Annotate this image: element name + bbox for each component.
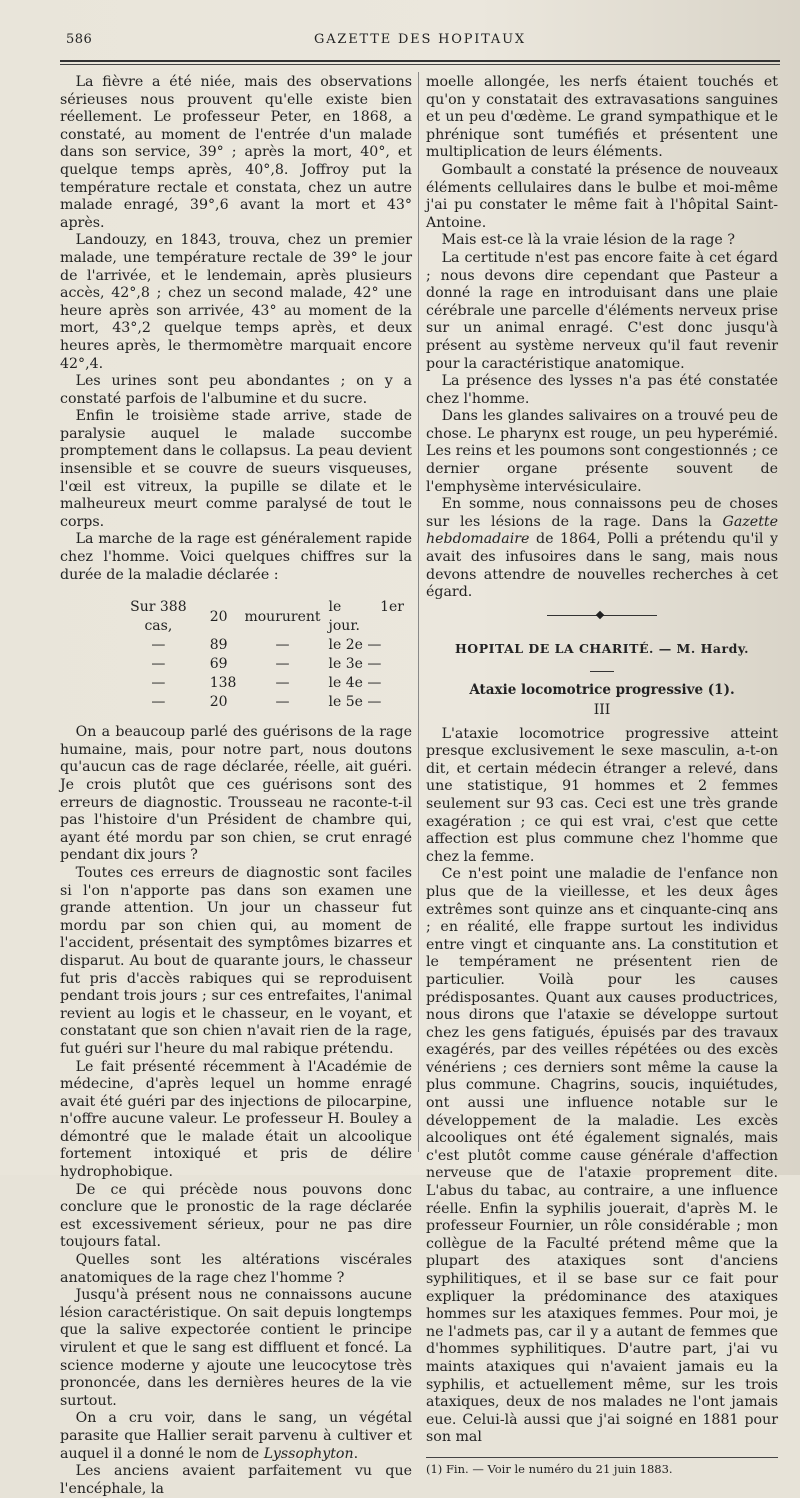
paragraph: Mais est-ce là la vraie lésion de la rage ?	[441, 232, 735, 249]
paragraph: Dans les glandes salivaires on a trouvé peu de chose. Le pharynx est rouge, un peu hyperémié. Les reins et les poumons sont congestionnés ; ce dernier organe présente souvent de l'emphysème intervésiculaire.	[426, 408, 778, 495]
paragraph: Toutes ces erreurs de diagnostic sont faciles si l'on n'apporte pas dans son examen une grande attention. Un jour un chasseur fut mordu par son chien qui, au moment de l'accident, présentait des symptômes bizarres et disparut. Au bout de quarante jours, le chasseur fut pris d'accès rabiques qui se reproduisent pendant trois jours ; sur ces entrefaites, l'animal revient au logis et le chasseur, en le voyant, et constatant que son chien n'avait rien de la rage, fut guéri sur l'heure du mal rabique prétendu.	[60, 864, 412, 1057]
paragraph: De ce qui précède nous pouvons donc conclure que le pronostic de la rage déclarée est excessivement sérieux, pour ne pas dire toujours fatal.	[60, 1181, 412, 1251]
right-column	[426, 74, 778, 1477]
table-cell: le 1er jour.	[328, 599, 404, 635]
header-rule-thin	[60, 64, 780, 65]
text-span: On a cru voir, dans le sang, un végétal parasite que Hallier serait parvenu à cultiver et auquel il a donné le nom de	[60, 1410, 412, 1462]
paragraph: La marche de la rage est généralement rapide chez l'homme. Voici quelques chiffres sur la durée de la maladie déclarée :	[60, 531, 412, 583]
footnote: (1) Fin. — Voir le numéro du 21 juin 1883.	[426, 1461, 673, 1476]
paragraph: L'ataxie locomotrice progressive atteint presque exclusivement le sexe masculin, a-t-on dit, et certain médecin étranger a relevé, dans une statistique, 91 hommes et 2 femmes seulement sur 93 cas. Ceci est une très grande exagération ; ce qui est vrai, c'est que cette affection est plus commune chez l'homme que chez la femme.	[426, 725, 778, 865]
table-cell: —	[275, 675, 290, 692]
table-cell: —	[151, 675, 166, 692]
paragraph	[60, 1410, 412, 1463]
table-cell: 138	[209, 675, 237, 692]
italic-term: Lyssophyton	[263, 1445, 354, 1462]
page-number: 586	[66, 32, 93, 47]
text-span: .	[353, 1445, 359, 1462]
column-divider	[418, 72, 419, 1152]
table-cell: 89	[209, 637, 228, 654]
table-cell: Sur 388 cas,	[130, 599, 187, 635]
page-header	[60, 30, 780, 56]
paragraph: On a beaucoup parlé des guérisons de la rage humaine, mais, pour notre part, nous doutons qu'aucun cas de rage déclarée, réelle, ait guéri. Je crois plutôt que ces guérisons sont des erreurs de diagnostic. Trousseau ne raconte-t-il pas l'histoire d'un Président de chambre qui, ayant été mordu par son chien, se crut enragé pendant dix jours ?	[60, 724, 412, 864]
table-row	[115, 655, 412, 674]
section-separator	[547, 612, 657, 618]
paragraph: moelle allongée, les nerfs étaient touchés et qu'on y constatait des extravasations sanguines et un peu d'œdème. Le grand sympathique et le phrénique sont tuméfiés et présentent une multiplication de leurs éléments.	[426, 74, 778, 161]
article-title: Ataxie locomotrice progressive (1).	[469, 682, 735, 699]
text-span: de 1864, Polli a prétendu qu'il y avait des infusoires dans le sang, mais nous devons attendre de nouvelles recherches à cet égard.	[426, 531, 778, 601]
table-cell: —	[151, 637, 166, 654]
table-cell: moururent	[244, 608, 321, 625]
table-row	[115, 674, 412, 693]
paragraph: Ce n'est point une maladie de l'enfance non plus que de la vieillesse, et les deux âges extrêmes sont quinze ans et cinquante-cinq ans ; en réalité, elle frappe surtout les individus entre vingt et cinquante ans. La constitution et le tempérament ne présentent rien de particulier. Voilà pour les causes prédisposantes. Quant aux causes productrices, nous dirons que l'ataxie se développe surtout chez les gens fatigués, épuisés par des travaux exagérés, par des veilles répétées ou des excès vénériens ; ces derniers sont même la cause la plus commune. Chagrins, soucis, inquiétudes, ont aussi une influence notable sur le développement de la maladie. Les excès alcooliques ont été également signalés, mais c'est plutôt comme cause générale d'affection nerveuse que de l'ataxie proprement dite. L'abus du tabac, au contraire, a une influence réelle. Enfin la syphilis jouerait, d'après M. le professeur Fournier, un rôle considérable ; mon collègue de la Faculté prétend même que la plupart des ataxiques sont d'anciens syphilitiques, et il se base sur ce fait pour expliquer la prédominance des ataxiques hommes sur les ataxiques femmes. Pour moi, je ne l'admets pas, car il y a autant de femmes que d'hommes syphilitiques. D'autre part, j'ai vu maints ataxiques qui n'avaient jamais eu la syphilis, et actuellement même, sur les trois ataxiques, deux de nos malades ne l'ont jamais eue. Celui-là aussi que j'ai soigné en 1881 pour son mal	[426, 866, 778, 1446]
table-cell: le 2e —	[328, 637, 382, 654]
journal-title: GAZETTE DES HOPITAUX	[314, 32, 526, 47]
table-cell: —	[275, 694, 290, 711]
table-row	[115, 598, 412, 636]
table-row	[115, 693, 412, 712]
footnote-rule	[426, 1457, 778, 1458]
paragraph	[426, 496, 778, 602]
paragraph: Quelles sont les altérations viscérales anatomiques de la rage chez l'homme ?	[60, 1252, 412, 1286]
table-cell: le 3e —	[328, 656, 382, 673]
short-rule	[590, 671, 614, 672]
table-cell: le 5e —	[328, 694, 382, 711]
table-cell: —	[151, 694, 166, 711]
paragraph: Le fait présenté récemment à l'Académie de médecine, d'après lequel un homme enragé avait été guéri par des injections de pilocarpine, n'offre aucune valeur. Le professeur H. Bouley a démontré que le malade était un alcoolique fortement intoxiqué et pris de délire hydrophobique.	[60, 1058, 412, 1181]
duration-table	[115, 598, 412, 712]
paragraph: Les anciens avaient parfaitement vu que l'encéphale, la	[60, 1463, 412, 1497]
header-rule	[60, 60, 780, 62]
left-column	[60, 74, 412, 1498]
paragraph: La présence des lysses n'a pas été constatée chez l'homme.	[426, 373, 778, 407]
table-cell: le 4e —	[328, 675, 382, 692]
hospital-heading: HOPITAL DE LA CHARITÉ. — M. Hardy.	[455, 640, 749, 656]
paragraph: Gombault a constaté la présence de nouveaux éléments cellulaires dans le bulbe et moi-même j'ai pu constater le même fait à l'hôpital Saint-Antoine.	[426, 161, 778, 231]
table-cell: —	[151, 656, 166, 673]
paragraph: La fièvre a été niée, mais des observations sérieuses nous prouvent qu'elle existe bien réellement. Le professeur Peter, en 1868, a constaté, au moment de l'entrée d'un malade dans son service, 39° ; après la mort, 40°, et quelque temps après, 40°,8. Joffroy put la température rectale et constata, chez un autre malade enragé, 39°,6 avant la mort et 43° après.	[60, 74, 412, 231]
italic-term: Gazette hebdomadaire	[426, 513, 778, 548]
separator-diamond-icon	[596, 611, 604, 619]
paragraph: Landouzy, en 1843, trouva, chez un premier malade, une température rectale de 39° le jour de l'arrivée, et le lendemain, après plusieurs accès, 42°,8 ; chez un second malade, 42° une heure après son arrivée, 43° au moment de la mort, 43°,2 quelque temps après, et deux heures après, le thermomètre marquait encore 42°,4.	[60, 232, 412, 372]
table-cell: 69	[209, 656, 228, 673]
table-cell: 20	[209, 608, 228, 625]
table-row	[115, 636, 412, 655]
part-number: III	[593, 702, 611, 718]
table-cell: —	[275, 656, 290, 673]
table-cell: 20	[209, 694, 228, 711]
paragraph: Jusqu'à présent nous ne connaissons aucune lésion caractéristique. On sait depuis longtemps que la salive expectorée contient le principe virulent et que le sang est diffluent et foncé. La science moderne y ajoute une leucocytose très prononcée, dans les dernières heures de la vie surtout.	[60, 1287, 412, 1409]
paragraph: La certitude n'est pas encore faite à cet égard ; nous devons dire cependant que Pasteur a donné la rage en introduisant dans une plaie cérébrale une parcelle d'éléments nerveux prise sur un animal enragé. C'est donc jusqu'à présent au système nerveux qu'il faut revenir pour la caractéristique anatomique.	[426, 249, 778, 372]
paragraph: Les urines sont peu abondantes ; on y a constaté parfois de l'albumine et du sucre.	[60, 373, 412, 407]
table-cell: —	[275, 637, 290, 654]
text-span: En somme, nous connaissons peu de choses sur les lésions de la rage. Dans la	[426, 496, 778, 530]
paragraph: Enfin le troisième stade arrive, stade de paralysie auquel le malade succombe promptement dans le collapsus. La peau devient insensible et se couvre de sueurs visqueuses, l'œil est vitreux, la pupille se dilate et le malheureux meurt comme paralysé de tout le corps.	[60, 408, 412, 530]
